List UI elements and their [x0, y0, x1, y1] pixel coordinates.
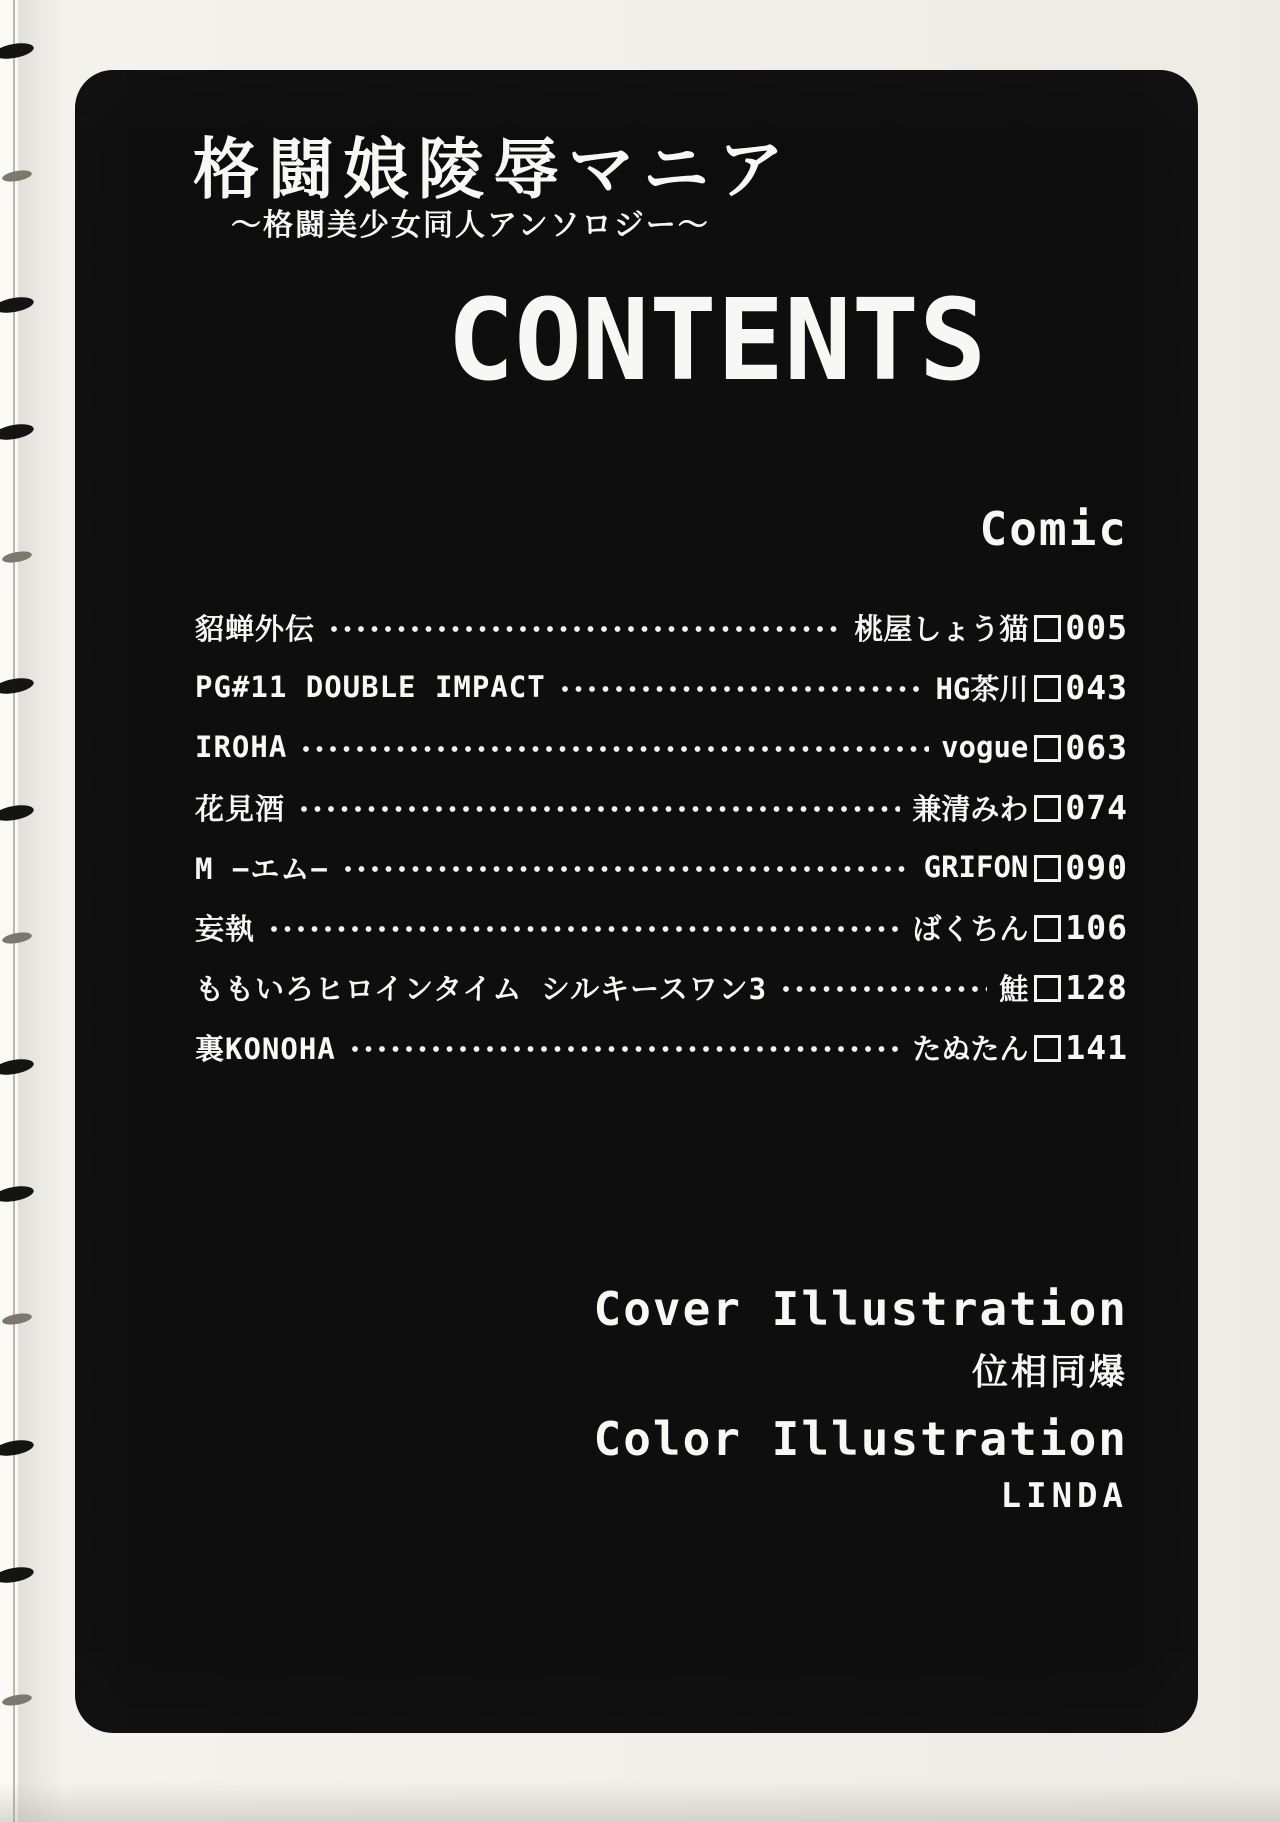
dotted-leader — [560, 684, 924, 694]
toc-entry-author: 桃屋しょう猫 — [854, 611, 1029, 646]
toc-entry-title: 裏KONOHA — [195, 1031, 336, 1066]
page-box-icon — [1034, 735, 1061, 762]
cover-illustration-label: Cover Illustration — [593, 1282, 1128, 1336]
page-box-icon — [1034, 855, 1061, 882]
toc-entry-title: M −エム− — [195, 851, 329, 886]
toc-entry-page: 005 — [1065, 607, 1128, 647]
dotted-leader — [269, 924, 900, 934]
dotted-leader — [329, 624, 842, 634]
dotted-leader — [299, 804, 900, 814]
toc-entry — [195, 1017, 1128, 1077]
toc-entry-page: 106 — [1065, 907, 1128, 947]
toc-entry-title: 妄執 — [195, 911, 256, 946]
toc-entry-page: 074 — [1065, 787, 1128, 827]
cover-illustration-artist: 位相同爆 — [971, 1352, 1128, 1393]
toc-entry-page: 090 — [1065, 847, 1128, 887]
toc-entry-author: vogue — [941, 730, 1029, 764]
page-box-icon — [1034, 915, 1061, 942]
toc-entry-page: 128 — [1065, 967, 1128, 1007]
page-bottom-shadow — [0, 1782, 1280, 1822]
page-box-icon — [1034, 615, 1061, 642]
toc-entry-title: PG#11 DOUBLE IMPACT — [195, 670, 546, 704]
toc-entry-author: たぬたん — [912, 1031, 1029, 1066]
page-box-icon — [1034, 675, 1061, 702]
toc-entry-author: HG茶川 — [935, 671, 1029, 706]
toc-entry-author: 鮭 — [999, 971, 1029, 1006]
dotted-leader — [301, 744, 929, 754]
toc-entry-author: 兼清みわ — [912, 791, 1029, 826]
toc-entry-title: IROHA — [195, 730, 288, 764]
table-of-contents — [195, 597, 1128, 1077]
toc-entry-title: ももいろヒロインタイム シルキースワン3 — [195, 971, 768, 1006]
dotted-leader — [781, 984, 987, 994]
page-box-icon — [1034, 1035, 1061, 1062]
section-heading-comic: Comic — [979, 502, 1128, 556]
toc-entry — [195, 597, 1128, 657]
toc-entry-author: ばくちん — [912, 911, 1029, 946]
toc-entry — [195, 837, 1128, 897]
color-illustration-artist: LINDA — [1000, 1476, 1128, 1516]
toc-entry-page: 141 — [1065, 1027, 1128, 1067]
page-crease-shadow — [18, 0, 78, 1822]
toc-entry-page: 063 — [1065, 727, 1128, 767]
color-illustration-label: Color Illustration — [593, 1412, 1128, 1466]
toc-entry — [195, 717, 1128, 777]
toc-entry — [195, 897, 1128, 957]
book-title: 格闘娘陵辱マニア — [193, 131, 793, 208]
toc-entry-author: GRIFON — [923, 850, 1029, 884]
page-box-icon — [1034, 795, 1061, 822]
toc-entry — [195, 777, 1128, 837]
dotted-leader — [350, 1044, 901, 1054]
dotted-leader — [343, 864, 912, 874]
toc-entry — [195, 657, 1128, 717]
toc-entry-title: 花見酒 — [195, 791, 286, 826]
page-box-icon — [1034, 975, 1061, 1002]
contents-panel — [75, 70, 1198, 1733]
book-subtitle: ～格闘美少女同人アンソロジー～ — [231, 208, 710, 243]
toc-entry-title: 貂蝉外伝 — [195, 611, 316, 646]
toc-entry-page: 043 — [1065, 667, 1128, 707]
contents-heading: CONTENTS — [447, 276, 987, 406]
toc-entry — [195, 957, 1128, 1017]
page-edge-line — [13, 0, 15, 1822]
